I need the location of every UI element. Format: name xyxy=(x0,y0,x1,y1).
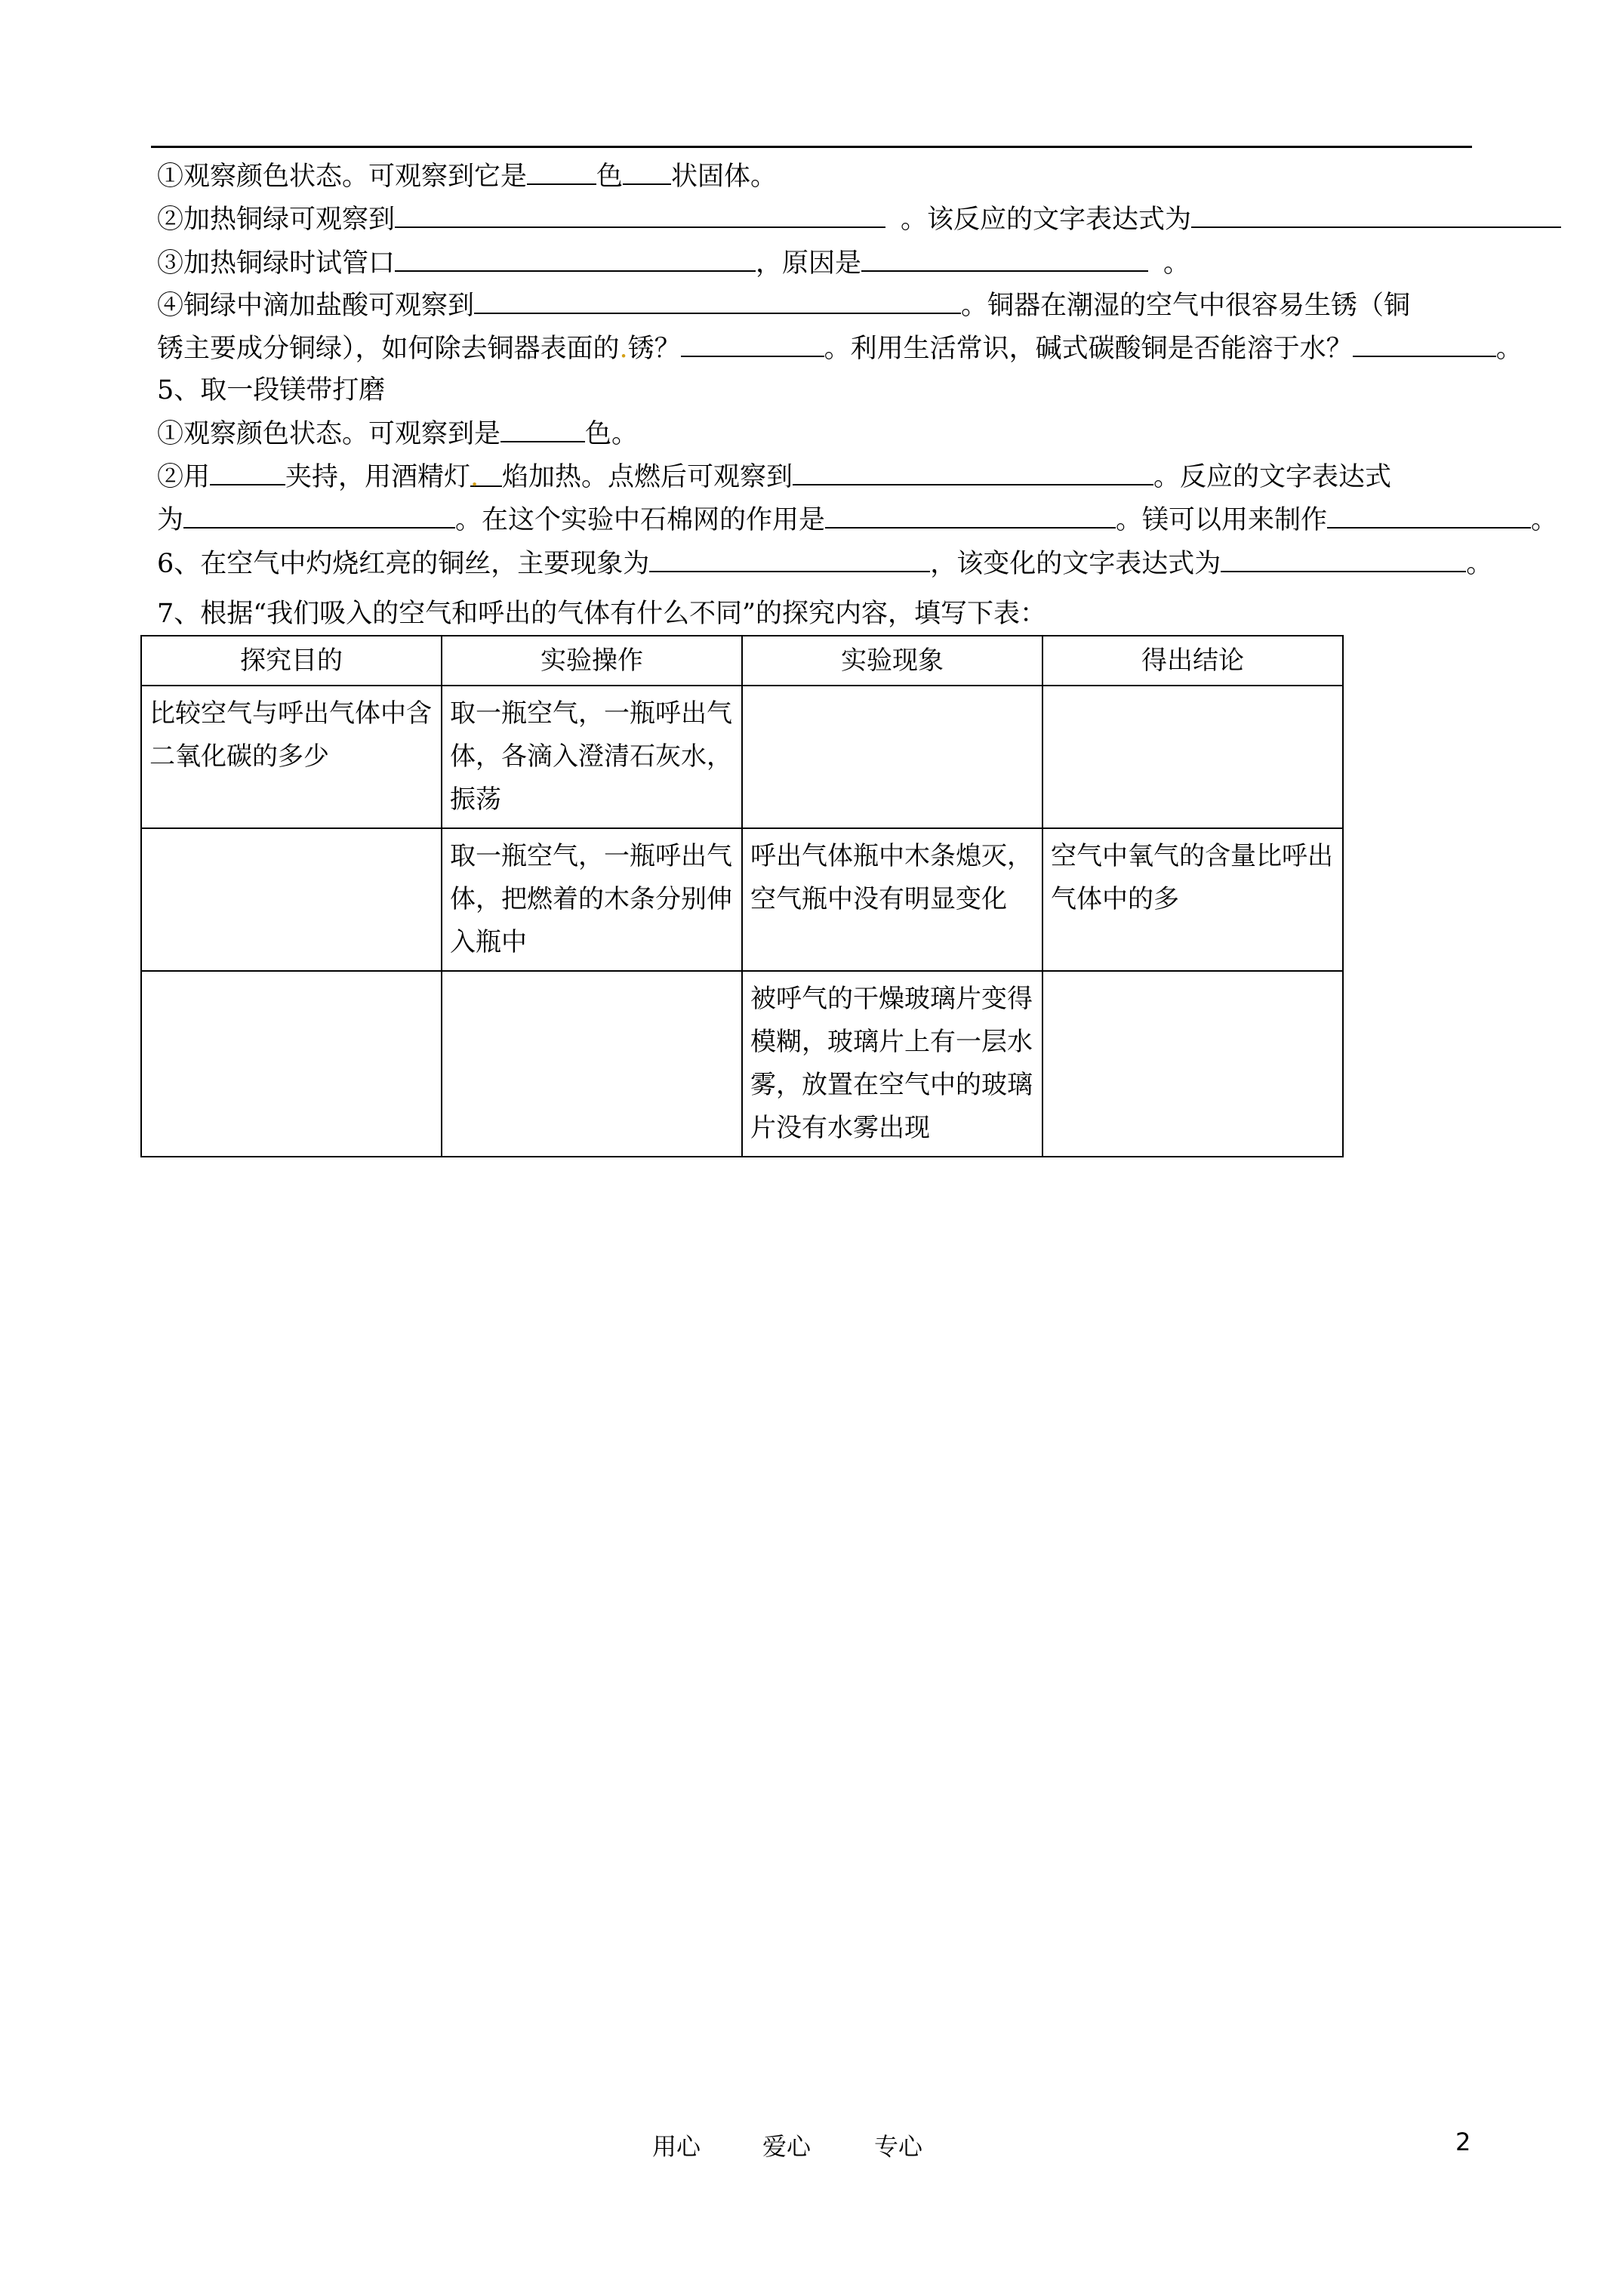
line-hydrochloric-acid xyxy=(157,287,1410,323)
line-heating-copper xyxy=(157,201,1561,237)
blank-mg-observation[interactable] xyxy=(793,458,1153,485)
blank-rust[interactable] xyxy=(681,330,824,357)
table-cell-answer[interactable] xyxy=(141,971,442,1157)
blank-reason[interactable] xyxy=(861,245,1148,272)
text: ，原因是 xyxy=(756,248,862,279)
footer-motto-2: 爱心 xyxy=(762,2132,812,2161)
table-cell-answer[interactable] xyxy=(141,828,442,971)
text: 色。 xyxy=(585,419,639,449)
text: 锈？ xyxy=(627,334,681,364)
text: ④铜绿中滴加盐酸可观察到 xyxy=(157,291,475,321)
text: ，该变化的文字表达式为 xyxy=(930,549,1221,579)
line-copper-wire xyxy=(157,545,1492,581)
footer-motto-3: 专心 xyxy=(874,2132,923,2161)
page-number: 2 xyxy=(1455,2128,1471,2156)
blank-cu-phenomenon[interactable] xyxy=(649,545,930,572)
line-magnesium-heading xyxy=(157,373,385,408)
table-cell: 被呼气的干燥玻璃片变得模糊，玻璃片上有一层水雾，放置在空气中的玻璃片没有水雾出现 xyxy=(742,971,1042,1157)
table-cell-answer[interactable] xyxy=(442,971,742,1157)
table-cell-answer[interactable] xyxy=(742,686,1042,828)
emphasis-dot: . xyxy=(470,462,479,492)
text: 。利用生活常识，碱式碳酸铜是否能溶于水？ xyxy=(824,334,1353,364)
text: 色 xyxy=(596,162,624,192)
line-test-tube-mouth xyxy=(157,245,1190,281)
emphasis-dot: . xyxy=(619,334,628,364)
blank-mg-color[interactable] xyxy=(500,415,585,442)
table-cell-answer[interactable] xyxy=(1042,971,1343,1157)
line-magnesium-color xyxy=(157,415,638,451)
table-cell: 呼出气体瓶中木条熄灭，空气瓶中没有明显变化 xyxy=(742,828,1042,971)
text: 6、在空气中灼烧红亮的铜丝，主要现象为 xyxy=(157,549,650,579)
header-phenomenon: 实验现象 xyxy=(742,636,1042,686)
text: ③加热铜绿时试管口 xyxy=(157,248,396,279)
table-cell-answer[interactable] xyxy=(1042,686,1343,828)
header-purpose: 探究目的 xyxy=(141,636,442,686)
table-cell: 比较空气与呼出气体中含二氧化碳的多少 xyxy=(141,686,442,828)
blank-flame[interactable] xyxy=(470,460,502,492)
text: ②加热铜绿可观察到 xyxy=(157,205,396,235)
text: 。 xyxy=(1466,549,1493,579)
blank-cu-equation[interactable] xyxy=(1221,545,1466,572)
text: 7、根据“我们吸入的空气和呼出的气体有什么不同”的探究内容，填写下表： xyxy=(157,599,1047,629)
line-magnesium-burning xyxy=(157,458,1391,495)
header-operation: 实验操作 xyxy=(442,636,742,686)
text: 。镁可以用来制作 xyxy=(1116,505,1328,535)
table-header-row xyxy=(141,636,1343,686)
text: 。反应的文字表达式 xyxy=(1153,462,1392,492)
blank-observation[interactable] xyxy=(395,201,885,228)
blank-mouth[interactable] xyxy=(395,245,756,272)
blank-shape[interactable] xyxy=(623,158,671,185)
blank-mg-use[interactable] xyxy=(1327,501,1531,529)
line-copper-color xyxy=(157,158,777,194)
text: ①观察颜色状态。可观察到它是 xyxy=(157,162,528,192)
blank-soluble[interactable] xyxy=(1353,330,1496,357)
footer-motto-1: 用心 xyxy=(652,2132,701,2161)
blank-mg-equation[interactable] xyxy=(183,501,455,529)
text: 。 xyxy=(1495,334,1523,364)
line-rust-removal xyxy=(157,330,1523,366)
text: 状固体。 xyxy=(671,162,778,192)
text: ②用 xyxy=(157,462,211,492)
text: 为 xyxy=(157,505,184,535)
text: 。 xyxy=(1531,505,1558,535)
blank-acid[interactable] xyxy=(474,287,961,314)
header-conclusion: 得出结论 xyxy=(1042,636,1343,686)
table-row xyxy=(141,686,1343,828)
experiment-table xyxy=(140,635,1344,1157)
table-row xyxy=(141,971,1343,1157)
header-rule xyxy=(151,146,1472,148)
text: 。铜器在潮湿的空气中很容易生锈（铜 xyxy=(961,291,1411,321)
table-cell: 取一瓶空气，一瓶呼出气体，各滴入澄清石灰水，振荡 xyxy=(442,686,742,828)
text: 焰加热。点燃后可观察到 xyxy=(502,462,793,492)
text: 夹持，用酒精灯 xyxy=(285,462,471,492)
blank-holder[interactable] xyxy=(210,458,285,485)
text: 。在这个实验中石棉网的作用是 xyxy=(455,505,826,535)
blank-equation[interactable] xyxy=(1191,201,1561,228)
blank-color[interactable] xyxy=(527,158,596,185)
text: ①观察颜色状态。可观察到是 xyxy=(157,419,501,449)
line-magnesium-equation xyxy=(157,501,1557,538)
table-cell: 取一瓶空气，一瓶呼出气体，把燃着的木条分别伸入瓶中 xyxy=(442,828,742,971)
table-cell: 空气中氧气的含量比呼出气体中的多 xyxy=(1042,828,1343,971)
text: 锈主要成分铜绿），如何除去铜器表面的 xyxy=(157,334,620,364)
text: 。该反应的文字表达式为 xyxy=(901,205,1192,235)
text: 。 xyxy=(1163,248,1190,279)
text: 5、取一段镁带打磨 xyxy=(157,375,386,405)
table-row xyxy=(141,828,1343,971)
line-table-intro xyxy=(157,596,1046,631)
blank-asbestos[interactable] xyxy=(825,501,1116,529)
